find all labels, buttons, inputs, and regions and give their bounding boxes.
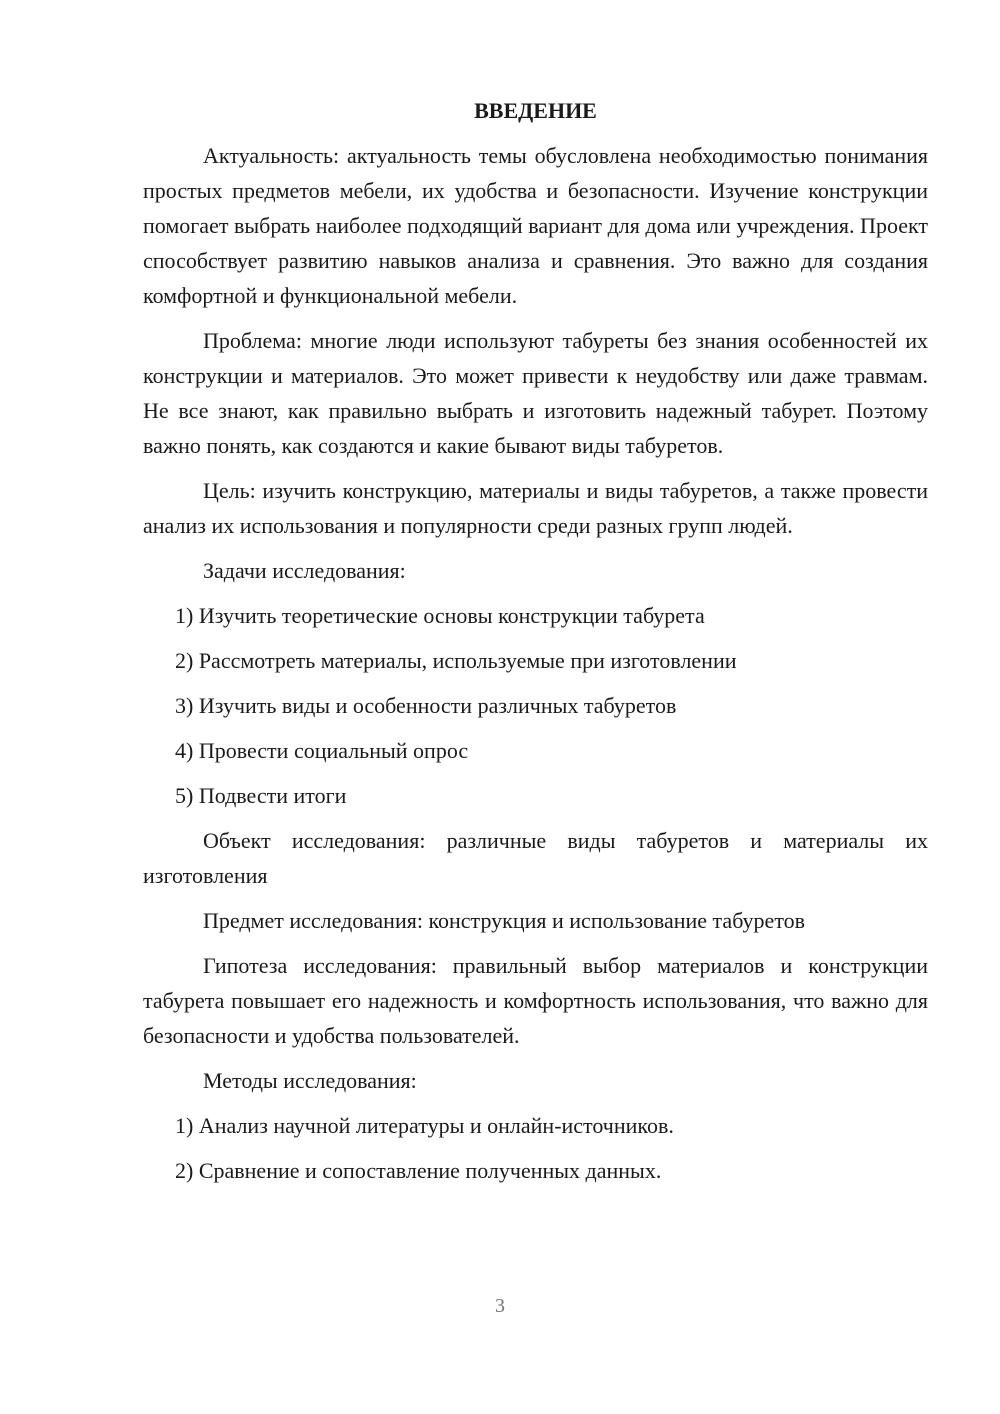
tasks-heading: Задачи исследования: xyxy=(203,558,406,583)
task-item: 3) Изучить виды и особенности различных табуретов xyxy=(175,693,677,718)
task-item: 2) Рассмотреть материалы, используемые при изготовлении xyxy=(175,648,737,673)
hypothesis-paragraph: Гипотеза исследования: правильный выбор материалов и конструкции табурета повышает его надежность и комфортность использования, что важно для безопасности и удобства пользователей. xyxy=(143,953,928,1048)
problem-paragraph: Проблема: многие люди используют табуреты без знания особенностей их конструкции и материалов. Это может привести к неудобству или даже травмам. Не все знают, как правильно выбрать и изготовить надежный табурет. Поэтому важно понять, как создаются и какие бывают виды табуретов. xyxy=(143,328,928,458)
relevance-paragraph: Актуальность: актуальность темы обусловлена необходимостью понимания простых предметов мебели, их удобства и безопасности. Изучение конструкции помогает выбрать наиболее подходящий вариант для дома или учреждения. Проект способствует развитию навыков анализа и сравнения. Это важно для создания комфортной и функциональной мебели. xyxy=(143,143,928,308)
method-item: 2) Сравнение и сопоставление полученных данных. xyxy=(175,1158,662,1183)
methods-heading: Методы исследования: xyxy=(203,1068,417,1093)
method-item: 1) Анализ научной литературы и онлайн-источников. xyxy=(175,1113,674,1138)
page-number: 3 xyxy=(495,1295,505,1317)
subject-paragraph: Предмет исследования: конструкция и использование табуретов xyxy=(203,908,806,933)
document-body xyxy=(143,93,928,1198)
goal-paragraph: Цель: изучить конструкцию, материалы и виды табуретов, а также провести анализ их использования и популярности среди разных групп людей. xyxy=(143,478,928,538)
task-item: 4) Провести социальный опрос xyxy=(175,738,469,763)
object-paragraph: Объект исследования: различные виды табуретов и материалы их изготовления xyxy=(143,828,928,888)
task-item: 5) Подвести итоги xyxy=(175,783,347,808)
task-item: 1) Изучить теоретические основы конструкции табурета xyxy=(175,603,705,628)
section-title: ВВЕДЕНИЕ xyxy=(474,98,597,123)
